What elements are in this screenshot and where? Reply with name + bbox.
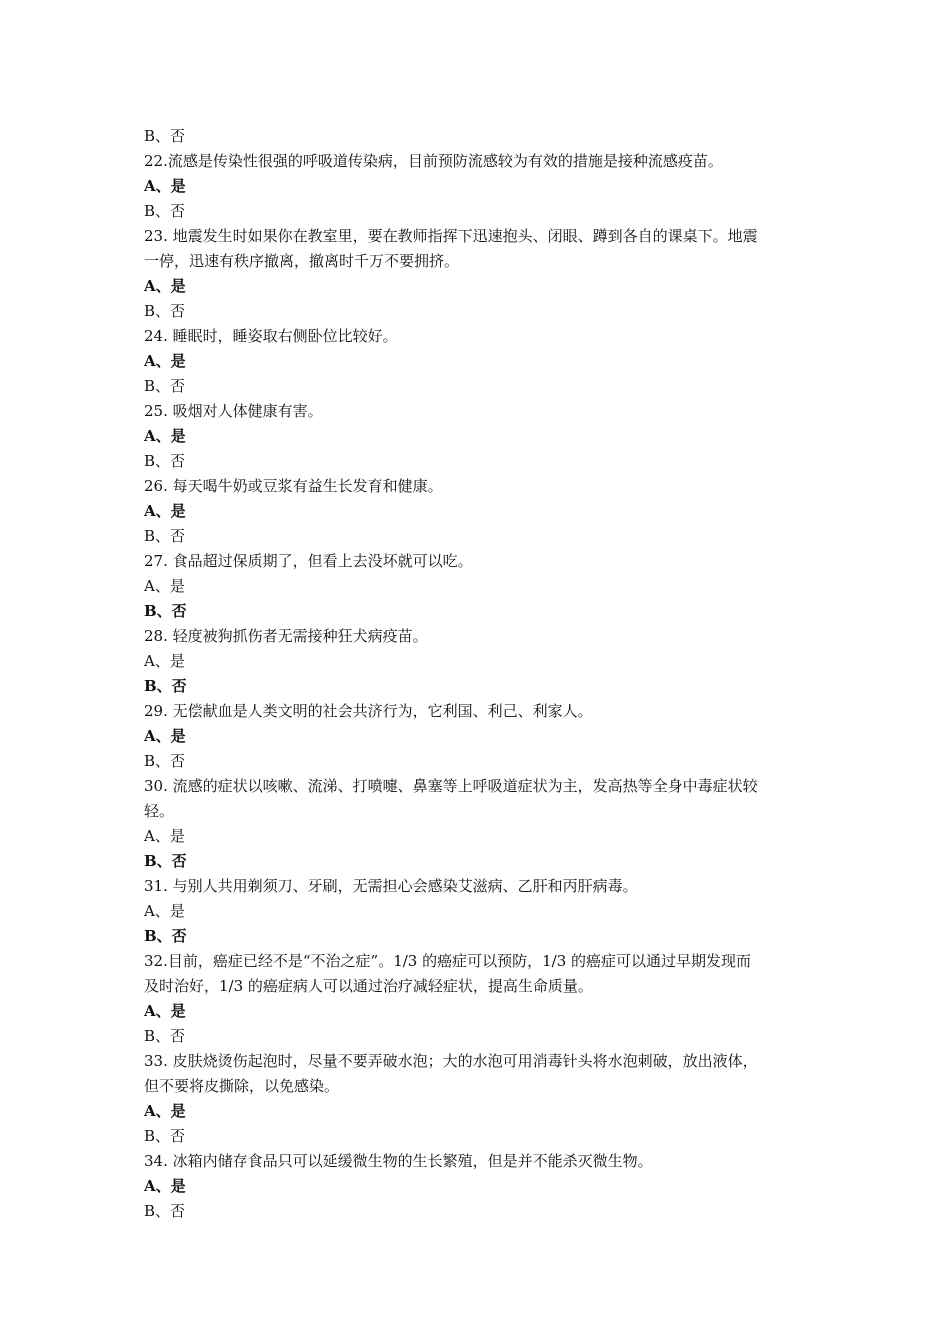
answer-option: A、是: [144, 652, 185, 670]
answer-option: B、否: [144, 1202, 186, 1220]
answer-option: A、是: [144, 502, 186, 520]
answer-option: A、是: [144, 1102, 186, 1120]
question-text-line: 26. 每天喝牛奶或豆浆有益生长发育和健康。: [144, 477, 443, 495]
answer-option: B、否: [144, 302, 186, 320]
answer-option: B、否: [144, 927, 187, 945]
question-text-line: 30. 流感的症状以咳嗽、流涕、打喷嚏、鼻塞等上呼吸道症状为主，发高热等全身中毒症状较: [144, 777, 758, 795]
answer-option: B、否: [144, 852, 187, 870]
answer-option: B、否: [144, 602, 187, 620]
answer-option: A、是: [144, 902, 185, 920]
question-text-line: 24. 睡眠时，睡姿取右侧卧位比较好。: [144, 327, 398, 345]
answer-option: A、是: [144, 427, 186, 445]
answer-option: B、否: [144, 1027, 186, 1045]
question-text-line: 但不要将皮撕除，以免感染。: [144, 1077, 340, 1095]
answer-option: B、否: [144, 127, 186, 145]
answer-option: A、是: [144, 727, 186, 745]
answer-option: B、否: [144, 1127, 186, 1145]
answer-option: B、否: [144, 377, 186, 395]
question-text-line: 27. 食品超过保质期了，但看上去没坏就可以吃。: [144, 552, 473, 570]
question-text-line: 31. 与别人共用剃须刀、牙刷，无需担心会感染艾滋病、乙肝和丙肝病毒。: [144, 877, 638, 895]
question-text-line: 29. 无偿献血是人类文明的社会共济行为，它利国、利己、利家人。: [144, 702, 593, 720]
answer-option: B、否: [144, 752, 186, 770]
document-page: [144, 124, 816, 1224]
question-text-line: 34. 冰箱内储存食品只可以延缓微生物的生长繁殖，但是并不能杀灭微生物。: [144, 1152, 653, 1170]
answer-option: A、是: [144, 1002, 186, 1020]
question-text-line: 28. 轻度被狗抓伤者无需接种狂犬病疫苗。: [144, 627, 428, 645]
question-text-line: 轻。: [144, 802, 175, 820]
answer-option: B、否: [144, 452, 186, 470]
question-text-line: 22.流感是传染性很强的呼吸道传染病，目前预防流感较为有效的措施是接种流感疫苗。: [144, 152, 723, 170]
question-text-line: 25. 吸烟对人体健康有害。: [144, 402, 323, 420]
answer-option: B、否: [144, 527, 186, 545]
question-text-line: 33. 皮肤烧烫伤起泡时，尽量不要弄破水泡；大的水泡可用消毒针头将水泡刺破，放出液体，: [144, 1052, 758, 1070]
question-text-line: 一停，迅速有秩序撤离，撤离时千万不要拥挤。: [144, 252, 460, 270]
answer-option: A、是: [144, 277, 186, 295]
answer-option: A、是: [144, 827, 185, 845]
answer-option: B、否: [144, 202, 186, 220]
answer-option: A、是: [144, 352, 186, 370]
question-text-line: 32.目前，癌症已经不是“不治之症”。1/3 的癌症可以预防，1/3 的癌症可以通过早期发现而: [144, 952, 752, 970]
question-text-line: 23. 地震发生时如果你在教室里，要在教师指挥下迅速抱头、闭眼、蹲到各自的课桌下。地震: [144, 227, 758, 245]
answer-option: A、是: [144, 1177, 186, 1195]
answer-option: A、是: [144, 177, 186, 195]
question-text-line: 及时治好，1/3 的癌症病人可以通过治疗减轻症状，提高生命质量。: [144, 977, 593, 995]
answer-option: B、否: [144, 677, 187, 695]
answer-option: A、是: [144, 577, 185, 595]
